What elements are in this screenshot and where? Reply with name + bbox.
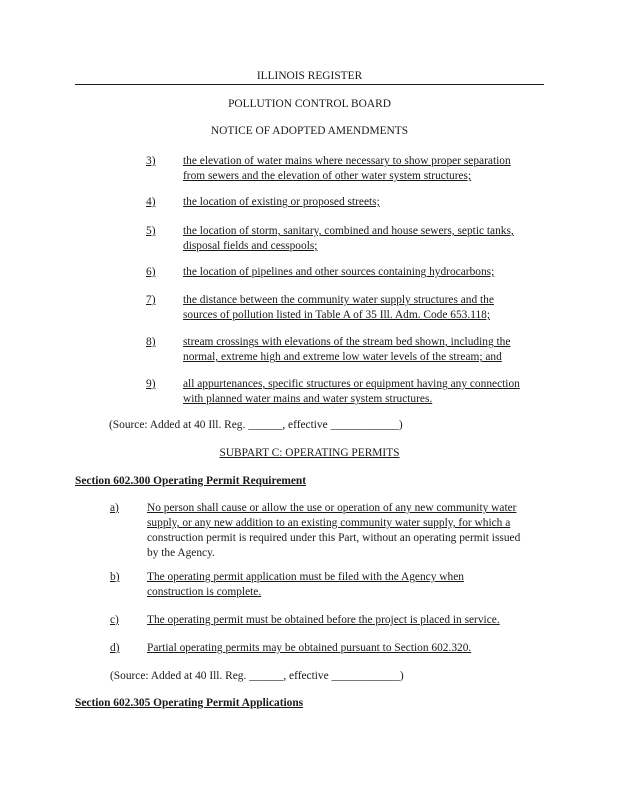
source-note: (Source: Added at 40 Ill. Reg. ______, effective ____________) bbox=[110, 670, 404, 682]
section-heading: Section 602.300 Operating Permit Requirement bbox=[75, 475, 307, 487]
list-item-number: 7) bbox=[146, 294, 156, 306]
subpart-heading bbox=[0, 447, 619, 459]
list-item-number: 5) bbox=[146, 225, 156, 237]
section-item-number: d) bbox=[110, 642, 120, 654]
section-item-line: construction permit is required under this Part, without an operating permit issued bbox=[147, 532, 521, 544]
list-item bbox=[183, 335, 510, 365]
section-item-line: Partial operating permits may be obtained pursuant to Section 602.320. bbox=[147, 642, 472, 654]
list-item-line: stream crossings with elevations of the stream bed shown, including the bbox=[183, 336, 511, 348]
list-item bbox=[183, 265, 494, 280]
list-item-line: the location of storm, sanitary, combined and house sewers, septic tanks, bbox=[183, 225, 514, 237]
section-heading: Section 602.305 Operating Permit Applications bbox=[75, 697, 304, 709]
list-item-line: normal, extreme high and extreme low water levels of the stream; and bbox=[183, 351, 502, 363]
list-item-line: all appurtenances, specific structures or equipment having any connection bbox=[183, 378, 520, 390]
section-item-line: The operating permit must be obtained before the project is placed in service. bbox=[147, 614, 500, 626]
list-item-line: the distance between the community water supply structures and the bbox=[183, 294, 494, 306]
list-item-line: from sewers and the elevation of other water system structures; bbox=[183, 170, 472, 182]
list-item bbox=[183, 224, 514, 254]
list-item bbox=[183, 154, 511, 184]
board-title: POLLUTION CONTROL BOARD bbox=[228, 98, 391, 110]
list-item-line: the location of pipelines and other sources containing hydrocarbons; bbox=[183, 266, 495, 278]
subpart-heading-text: SUBPART C: OPERATING PERMITS bbox=[219, 447, 400, 459]
section-item bbox=[147, 501, 520, 561]
section-item bbox=[147, 613, 500, 628]
section-item-line: construction is complete. bbox=[147, 586, 262, 598]
section-item-line: The operating permit application must be filed with the Agency when bbox=[147, 571, 464, 583]
section-item bbox=[147, 570, 464, 600]
section-item bbox=[147, 641, 471, 656]
list-item-number: 9) bbox=[146, 378, 156, 390]
header-rule bbox=[75, 84, 544, 85]
list-item-number: 3) bbox=[146, 155, 156, 167]
section-item-number: c) bbox=[110, 614, 119, 626]
section-item-line: supply, or any new addition to an existing community water supply, for which a bbox=[147, 517, 511, 529]
list-item bbox=[183, 293, 494, 323]
section-item-line: by the Agency. bbox=[147, 547, 215, 559]
list-item-line: the location of existing or proposed streets; bbox=[183, 196, 380, 208]
list-item-line: disposal fields and cesspools; bbox=[183, 240, 318, 252]
notice-title: NOTICE OF ADOPTED AMENDMENTS bbox=[210, 125, 409, 137]
section-item-number: a) bbox=[110, 502, 119, 514]
list-item-number: 6) bbox=[146, 266, 156, 278]
list-item-number: 4) bbox=[146, 196, 156, 208]
list-item bbox=[183, 377, 520, 407]
source-note: (Source: Added at 40 Ill. Reg. ______, effective ____________) bbox=[109, 419, 403, 431]
list-item-line: with planned water mains and water system structures. bbox=[183, 393, 433, 405]
list-item bbox=[183, 195, 380, 210]
list-item-line: the elevation of water mains where necessary to show proper separation bbox=[183, 155, 511, 167]
register-title: ILLINOIS REGISTER bbox=[256, 70, 363, 82]
list-item-number: 8) bbox=[146, 336, 156, 348]
list-item-line: sources of pollution listed in Table A of 35 Ill. Adm. Code 653.118; bbox=[183, 309, 491, 321]
section-item-number: b) bbox=[110, 571, 120, 583]
section-item-line: No person shall cause or allow the use or operation of any new community water bbox=[147, 502, 517, 514]
